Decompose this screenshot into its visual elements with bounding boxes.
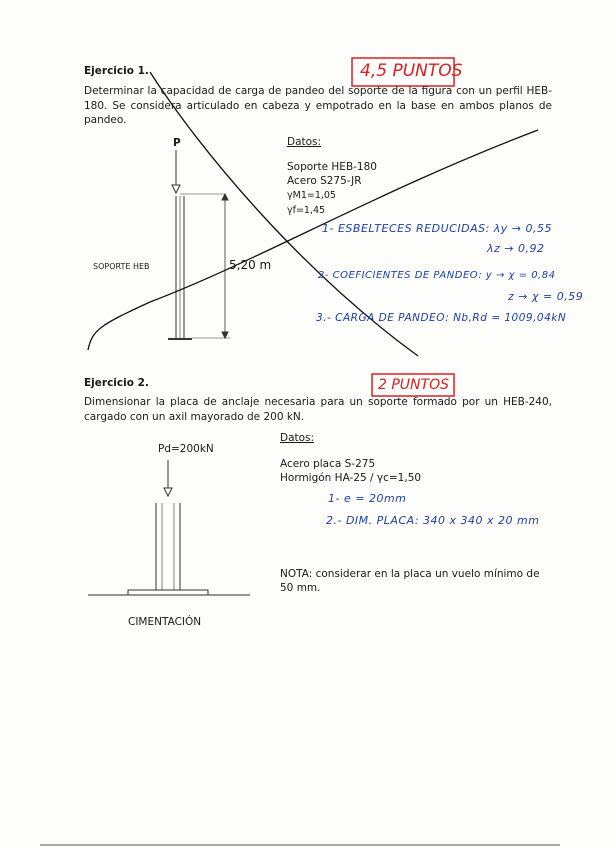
ex1-datos-item: Soporte HEB-180 bbox=[287, 161, 377, 173]
ex1-datos-title: Datos: bbox=[287, 136, 322, 148]
ex1-answer: 1- ESBELTECES REDUCIDAS: λy → 0,55 bbox=[322, 222, 552, 235]
column-figure-1 bbox=[168, 150, 230, 339]
ex2-datos-item: Acero placa S-275 bbox=[280, 458, 376, 470]
ex1-statement: Determinar la capacidad de carga de pandeo del soporte de la figura con un perfil HEB-180. Se considera articulado en cabeza y empotrado en la base en ambos planos de pandeo. bbox=[84, 85, 552, 126]
ex2-datos-title: Datos: bbox=[280, 432, 315, 444]
ex2-score: 2 PUNTOS bbox=[378, 377, 449, 393]
column-figure-2 bbox=[88, 460, 250, 595]
ex1-datos-item: γM1=1,05 bbox=[287, 190, 336, 201]
ex1-answer: 2- COEFICIENTES DE PANDEO: y → χ = 0,84 bbox=[318, 270, 556, 281]
ex2-statement: Dimensionar la placa de anclaje necesaria para un soporte formado por un HEB-240, cargado con un axil mayorado de 200 kN. bbox=[84, 396, 552, 423]
load-label-pd: Pd=200kN bbox=[158, 443, 214, 455]
ex1-title: Ejercicio 1. bbox=[84, 65, 149, 77]
base-label: CIMENTACIÓN bbox=[128, 616, 202, 628]
ex2-datos-item: Hormigón HA-25 / γc=1,50 bbox=[280, 472, 422, 484]
load-label-p: P bbox=[173, 137, 181, 149]
ex2-title: Ejercicio 2. bbox=[84, 377, 149, 389]
ex2-nota: NOTA: considerar en la placa un vuelo mínimo de 50 mm. bbox=[280, 568, 540, 594]
ex1-score: 4,5 PUNTOS bbox=[360, 61, 463, 81]
ex1-answer: z → χ = 0,59 bbox=[508, 290, 584, 303]
column-label: SOPORTE HEB bbox=[93, 262, 150, 271]
ex2-answer: 1- e = 20mm bbox=[328, 492, 407, 505]
ex1-datos-item: Acero S275-JR bbox=[287, 175, 362, 187]
ex1-datos-item: γf=1,45 bbox=[287, 205, 326, 216]
length-label: 5,20 m bbox=[229, 258, 272, 272]
ex1-answer: λz → 0,92 bbox=[487, 242, 545, 255]
ex2-answer: 2.- DIM. PLACA: 340 x 340 x 20 mm bbox=[326, 514, 540, 527]
ex1-answer: 3.- CARGA DE PANDEO: Nb,Rd = 1009,04kN bbox=[316, 312, 567, 324]
